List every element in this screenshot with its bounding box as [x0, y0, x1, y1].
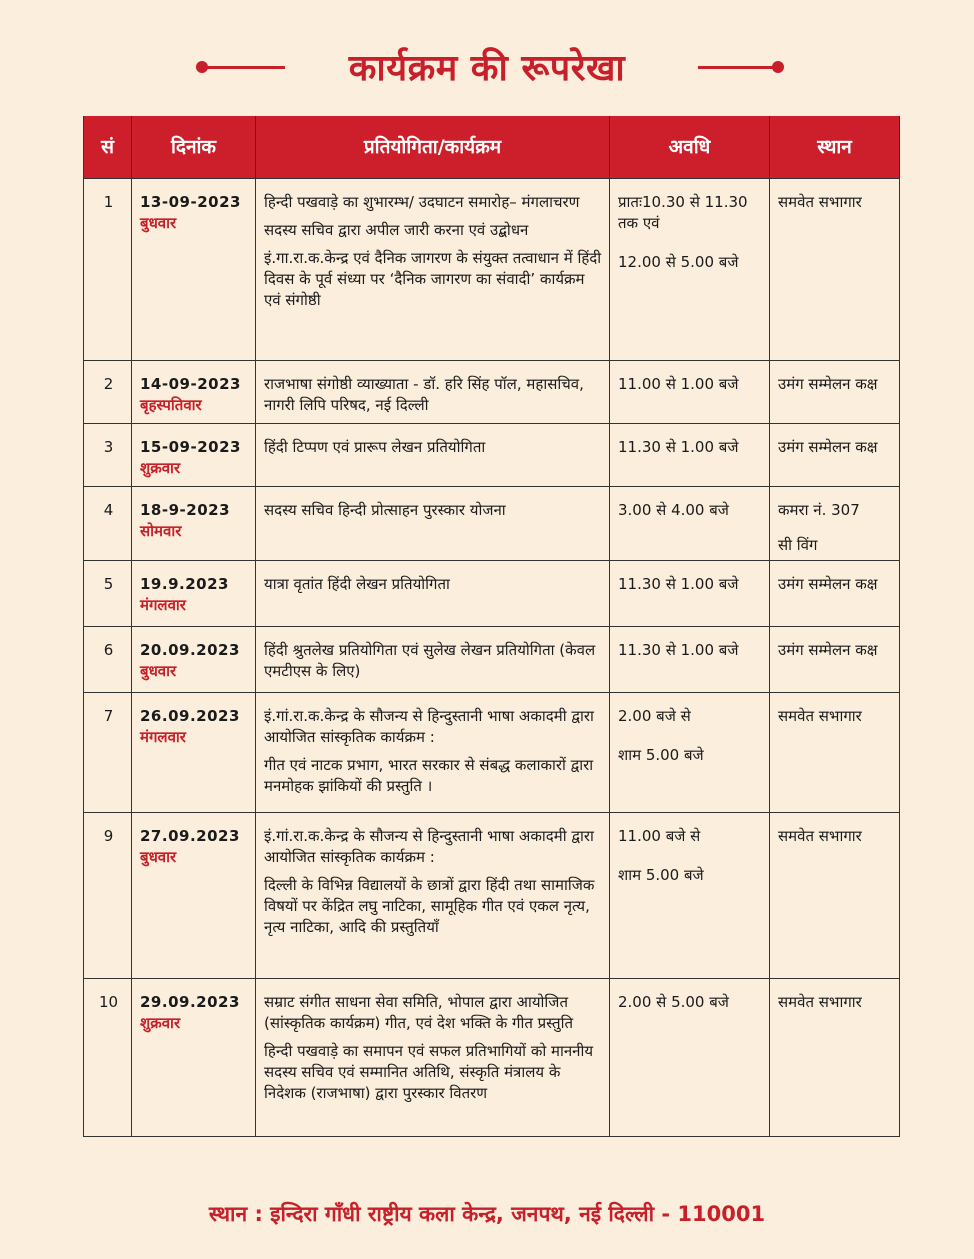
row-duration-cell	[610, 424, 770, 487]
row-duration-cell	[610, 627, 770, 693]
venue-text: समवेत सभागार	[778, 707, 862, 725]
row-duration-cell	[610, 693, 770, 813]
row-serial-number: 1	[84, 179, 132, 361]
row-serial-number: 9	[84, 813, 132, 979]
duration-text: 11.00 बजे से	[618, 827, 701, 845]
row-date: 27.09.2023	[140, 827, 240, 845]
row-date: 13-09-2023	[140, 193, 241, 211]
venue-text: सी विंग	[778, 536, 818, 554]
duration-text: शाम 5.00 बजे	[618, 746, 704, 764]
duration-text: 2.00 से 5.00 बजे	[618, 993, 729, 1011]
page-title: कार्यक्रम की रूपरेखा	[348, 48, 626, 89]
table-row	[84, 979, 900, 1137]
row-date-cell	[132, 487, 256, 561]
row-program-cell	[256, 561, 610, 627]
row-duration-cell	[610, 561, 770, 627]
duration-text: 3.00 से 4.00 बजे	[618, 501, 729, 519]
table-row	[84, 487, 900, 561]
row-serial-number: 3	[84, 424, 132, 487]
duration-text: 11.30 से 1.00 बजे	[618, 641, 739, 659]
venue-text: उमंग सम्मेलन कक्ष	[778, 575, 878, 593]
row-date-cell	[132, 361, 256, 424]
row-date: 18-9-2023	[140, 501, 231, 519]
row-program-cell	[256, 361, 610, 424]
row-date: 29.09.2023	[140, 993, 240, 1011]
table-row	[84, 693, 900, 813]
table-row	[84, 179, 900, 361]
row-weekday: बुधवार	[140, 662, 177, 680]
row-serial-number: 2	[84, 361, 132, 424]
row-date: 26.09.2023	[140, 707, 240, 725]
row-date-cell	[132, 424, 256, 487]
program-text: गीत एवं नाटक प्रभाग, भारत सरकार से संबद्ध कलाकारों द्वारा मनमोहक झांकियों की प्रस्तुति ।	[264, 756, 594, 795]
program-text: सदस्य सचिव द्वारा अपील जारी करना एवं उद्बोधन	[264, 221, 529, 239]
table-row	[84, 424, 900, 487]
row-program-cell	[256, 979, 610, 1137]
schedule-table	[83, 116, 900, 1137]
row-weekday: मंगलवार	[140, 596, 186, 614]
row-date-cell	[132, 627, 256, 693]
header-venue: स्थान	[770, 116, 900, 179]
row-venue-cell	[770, 561, 900, 627]
program-text: हिंदी टिप्पण एवं प्रारूप लेखन प्रतियोगिता	[264, 438, 486, 456]
row-program-cell	[256, 693, 610, 813]
row-date-cell	[132, 561, 256, 627]
row-date: 14-09-2023	[140, 375, 241, 393]
row-weekday: बृहस्पतिवार	[140, 396, 202, 414]
table-row	[84, 361, 900, 424]
program-text: राजभाषा संगोष्ठी व्याख्याता - डॉ. हरि सिंह पॉल, महासचिव, नागरी लिपि परिषद, नई दिल्ली	[264, 375, 584, 414]
row-program-cell	[256, 627, 610, 693]
row-program-cell	[256, 179, 610, 361]
row-duration-cell	[610, 361, 770, 424]
duration-text: 12.00 से 5.00 बजे	[618, 253, 739, 271]
venue-footer: स्थान : इन्दिरा गाँधी राष्ट्रीय कला केन्द्र, जनपथ, नई दिल्ली - 110001	[208, 1202, 766, 1226]
row-date: 20.09.2023	[140, 641, 240, 659]
row-serial-number: 6	[84, 627, 132, 693]
duration-text: 11.30 से 1.00 बजे	[618, 575, 739, 593]
row-venue-cell	[770, 361, 900, 424]
program-text: इं.गा.रा.क.केन्द्र एवं दैनिक जागरण के संयुक्त तत्वाधान में हिंदी दिवस के पूर्व संध्या पर ‘दैनिक जागरण का संवादी’ कार्यक्रम एवं संगोष्ठी	[264, 249, 602, 309]
venue-text: उमंग सम्मेलन कक्ष	[778, 641, 878, 659]
program-text: सम्राट संगीत साधना सेवा समिति, भोपाल द्वारा आयोजित (सांस्कृतिक कार्यक्रम) गीत, एवं देश भक्ति के गीत प्रस्तुति	[264, 993, 574, 1032]
row-duration-cell	[610, 487, 770, 561]
header-program: प्रतियोगिता/कार्यक्रम	[256, 116, 610, 179]
row-venue-cell	[770, 979, 900, 1137]
row-serial-number: 10	[84, 979, 132, 1137]
row-serial-number: 5	[84, 561, 132, 627]
row-date: 15-09-2023	[140, 438, 241, 456]
row-program-cell	[256, 487, 610, 561]
duration-text: 2.00 बजे से	[618, 707, 691, 725]
title-dot-right	[772, 61, 784, 73]
row-venue-cell	[770, 487, 900, 561]
row-venue-cell	[770, 693, 900, 813]
duration-text: शाम 5.00 बजे	[618, 866, 704, 884]
program-text: हिन्दी पखवाड़े का शुभारम्भ/ उदघाटन समारोह– मंगलाचरण	[264, 193, 580, 211]
row-serial-number: 7	[84, 693, 132, 813]
row-weekday: मंगलवार	[140, 728, 186, 746]
venue-text: समवेत सभागार	[778, 993, 862, 1011]
duration-text: प्रातः10.30 से 11.30 तक एवं	[618, 193, 748, 232]
row-program-cell	[256, 813, 610, 979]
title-line-right	[698, 66, 778, 69]
venue-text: कमरा नं. 307	[778, 501, 860, 519]
row-weekday: बुधवार	[140, 848, 177, 866]
header-date: दिनांक	[132, 116, 256, 179]
title-row	[0, 38, 974, 98]
duration-text: 11.00 से 1.00 बजे	[618, 375, 739, 393]
row-date-cell	[132, 813, 256, 979]
row-venue-cell	[770, 424, 900, 487]
header-duration: अवधि	[610, 116, 770, 179]
table-header-row	[84, 116, 900, 179]
row-venue-cell	[770, 179, 900, 361]
row-program-cell	[256, 424, 610, 487]
row-venue-cell	[770, 813, 900, 979]
row-weekday: शुक्रवार	[140, 459, 181, 477]
program-text: इं.गां.रा.क.केन्द्र के सौजन्य से हिन्दुस्तानी भाषा अकादमी द्वारा आयोजित सांस्कृतिक कार्यक्रम :	[264, 827, 594, 866]
row-duration-cell	[610, 979, 770, 1137]
program-text: यात्रा वृतांत हिंदी लेखन प्रतियोगिता	[264, 575, 450, 593]
row-weekday: शुक्रवार	[140, 1014, 181, 1032]
table-row	[84, 561, 900, 627]
venue-text: समवेत सभागार	[778, 827, 862, 845]
row-date: 19.9.2023	[140, 575, 229, 593]
row-serial-number: 4	[84, 487, 132, 561]
row-date-cell	[132, 179, 256, 361]
row-duration-cell	[610, 813, 770, 979]
program-text: हिन्दी पखवाड़े का समापन एवं सफल प्रतिभागियों को माननीय सदस्य सचिव एवं सम्मानित अतिथि, संस्कृति मंत्रालय के निदेशक (राजभाषा) द्वारा पुरस्कार वितरण	[264, 1042, 594, 1102]
row-duration-cell	[610, 179, 770, 361]
table-row	[84, 627, 900, 693]
row-date-cell	[132, 693, 256, 813]
duration-text: 11.30 से 1.00 बजे	[618, 438, 739, 456]
row-venue-cell	[770, 627, 900, 693]
program-text: हिंदी श्रुतलेख प्रतियोगिता एवं सुलेख लेखन प्रतियोगिता (केवल एमटीएस के लिए)	[264, 641, 596, 680]
row-date-cell	[132, 979, 256, 1137]
table-row	[84, 813, 900, 979]
program-text: सदस्य सचिव हिन्दी प्रोत्साहन पुरस्कार योजना	[264, 501, 506, 519]
program-text: इं.गां.रा.क.केन्द्र के सौजन्य से हिन्दुस्तानी भाषा अकादमी द्वारा आयोजित सांस्कृतिक कार्यक्रम :	[264, 707, 594, 746]
row-weekday: बुधवार	[140, 214, 177, 232]
header-sn: सं	[84, 116, 132, 179]
row-weekday: सोमवार	[140, 522, 182, 540]
venue-text: समवेत सभागार	[778, 193, 862, 211]
venue-text: उमंग सम्मेलन कक्ष	[778, 438, 878, 456]
program-text: दिल्ली के विभिन्न विद्यालयों के छात्रों द्वारा हिंदी तथा सामाजिक विषयों पर केंद्रित लघु नाटिका, सामूहिक गीत एवं एकल नृत्य, नृत्य नाटिका, आदि की प्रस्तुतियाँ	[264, 876, 595, 936]
venue-text: उमंग सम्मेलन कक्ष	[778, 375, 878, 393]
